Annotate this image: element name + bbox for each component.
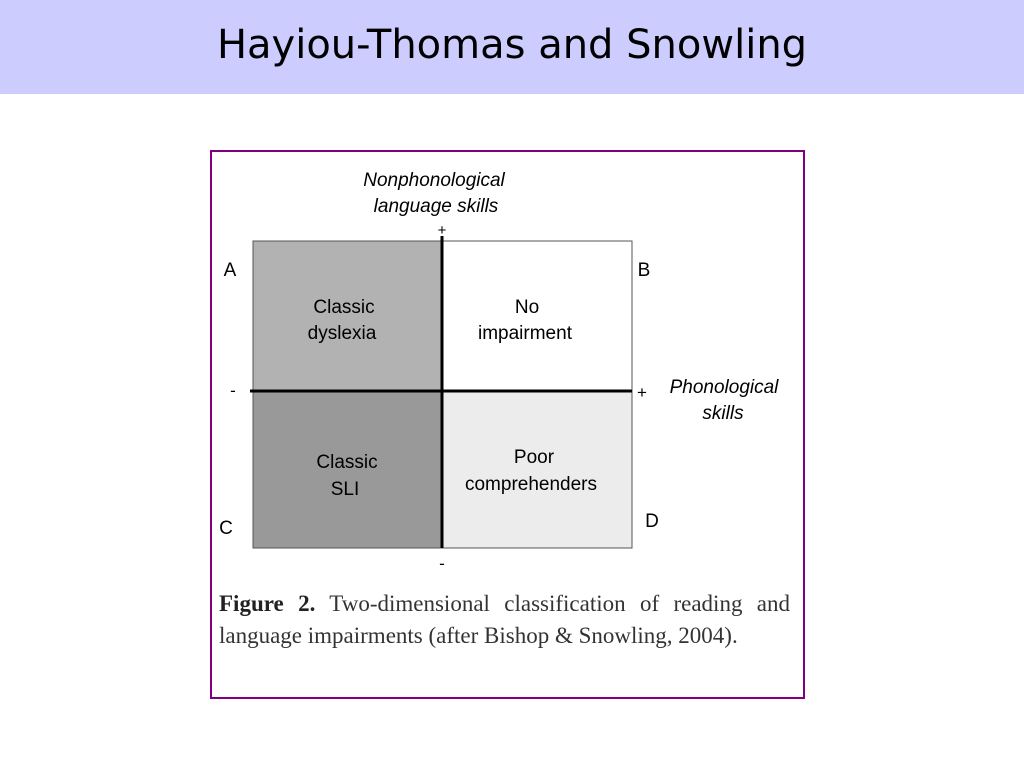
x-axis-label-line1: Phonological <box>669 377 779 398</box>
slide-title: Hayiou-Thomas and Snowling <box>216 22 808 68</box>
quadrant-a-label-line1: Classic <box>313 297 375 318</box>
corner-label-c: C <box>219 518 233 539</box>
quadrant-b-label-line1: No <box>514 297 540 318</box>
figure-caption <box>219 588 790 652</box>
x-axis-plus: + <box>637 383 647 402</box>
quadrant-c-label-line1: Classic <box>316 452 378 473</box>
y-axis-minus: - <box>439 554 445 573</box>
quadrant-d-label-line2: comprehenders <box>464 474 598 495</box>
figure-caption-text: Two-dimensional classification of reading and language impairments (after Bishop & Snowling, 2004). <box>219 591 791 648</box>
quadrant-a-label-line2: dyslexia <box>307 323 377 344</box>
corner-label-b: B <box>637 260 651 281</box>
quadrant-d-label-line1: Poor <box>513 447 555 468</box>
x-axis-minus: - <box>230 381 236 400</box>
quadrant-b-label-line2: impairment <box>478 323 572 344</box>
figure-caption-label: Figure 2. <box>219 591 316 616</box>
y-axis-label-line2: language skills <box>373 196 499 217</box>
quadrant-c-label-line2: SLI <box>330 479 360 500</box>
corner-label-a: A <box>223 260 237 281</box>
y-axis-label-line1: Nonphonological <box>363 170 505 191</box>
corner-label-d: D <box>645 511 659 532</box>
x-axis-label-line2: skills <box>702 403 744 424</box>
quadrant-d <box>442 391 632 548</box>
y-axis-plus: + <box>437 222 447 239</box>
